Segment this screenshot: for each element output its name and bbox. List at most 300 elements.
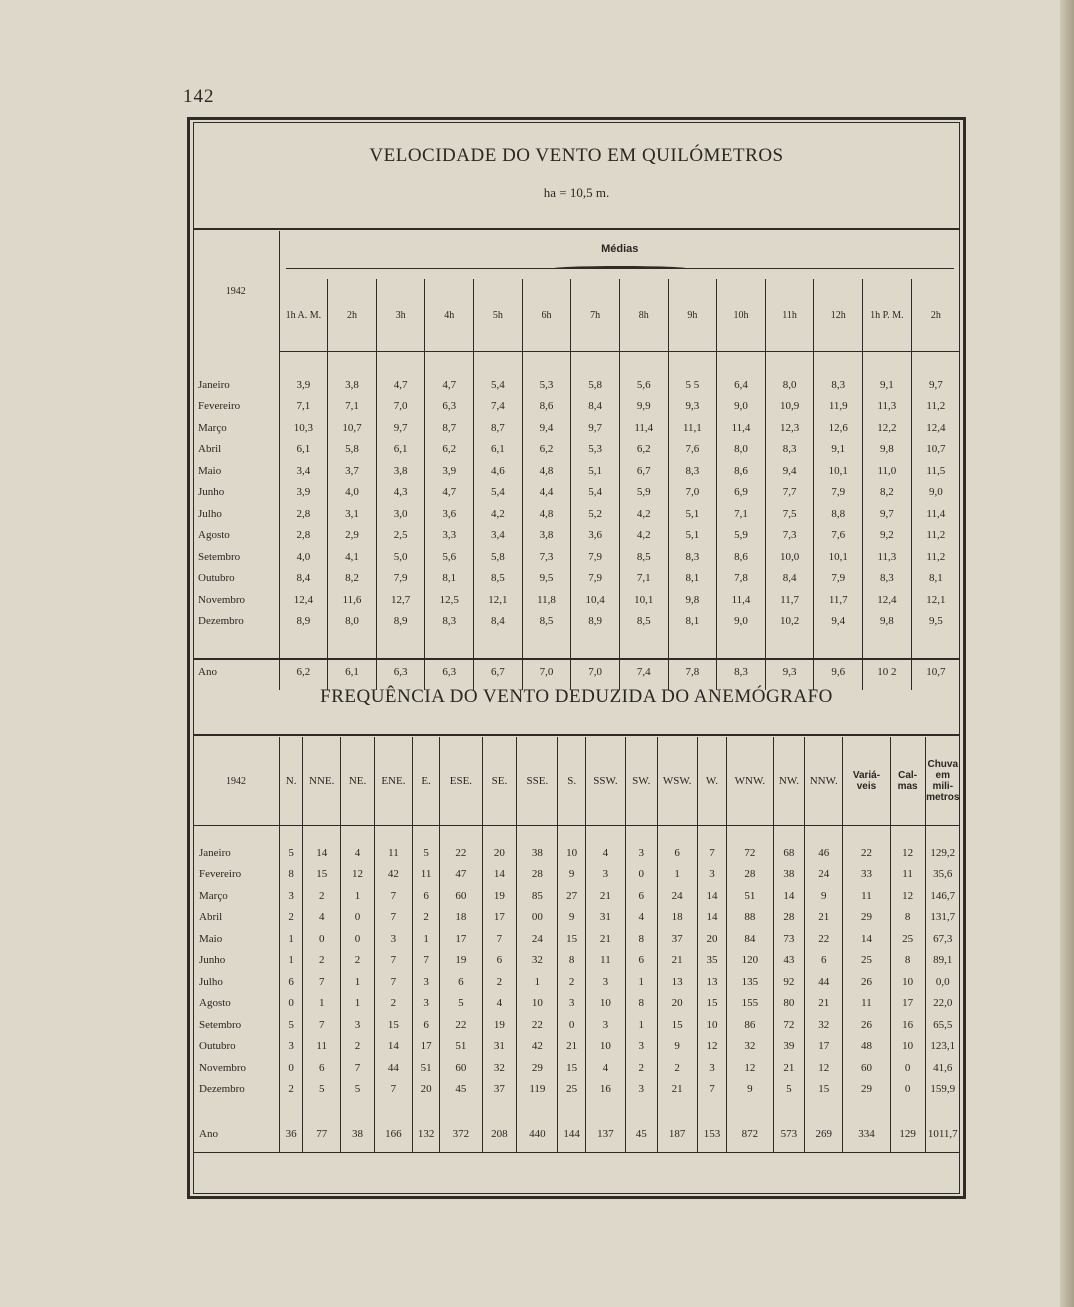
frequency-value: 1 <box>657 864 697 886</box>
frequency-value: 2 <box>280 1079 303 1101</box>
frequency-value: 36 <box>280 1116 303 1153</box>
table-spacer <box>193 1100 960 1116</box>
month-label: Agosto <box>193 525 279 547</box>
speed-value: 8,0 <box>717 439 766 461</box>
spacer-cell <box>412 1100 439 1116</box>
speed-value: 11,7 <box>814 589 863 611</box>
direction-header-se: SE. <box>482 737 517 826</box>
direction-header-cal-mas: Cal-mas <box>890 737 925 826</box>
month-label: Abril <box>193 907 280 929</box>
frequency-value: 129,2 <box>925 842 960 864</box>
spacer-cell <box>193 1100 280 1116</box>
frequency-value: 2 <box>657 1057 697 1079</box>
frequency-value: 22 <box>517 1014 558 1036</box>
frequency-value: 14 <box>374 1036 412 1058</box>
month-label: Março <box>193 417 279 439</box>
frequency-value: 43 <box>773 950 805 972</box>
speed-value: 8,1 <box>668 568 717 590</box>
wind-speed-year-header: 1942 <box>193 231 279 352</box>
frequency-value: 31 <box>585 907 625 929</box>
speed-value: 4,8 <box>522 503 571 525</box>
table-row <box>193 460 960 482</box>
speed-value: 5,3 <box>522 374 571 396</box>
wind-speed-table <box>193 231 960 690</box>
table-row <box>193 374 960 396</box>
frequency-value: 11 <box>585 950 625 972</box>
frequency-value: 9 <box>558 907 585 929</box>
spacer-cell <box>668 632 717 654</box>
frequency-value: 132 <box>412 1116 439 1153</box>
frequency-value: 15 <box>657 1014 697 1036</box>
frequency-value: 25 <box>558 1079 585 1101</box>
frequency-value: 10 <box>697 1014 727 1036</box>
frequency-value: 7 <box>341 1057 375 1079</box>
frequency-value: 32 <box>727 1036 773 1058</box>
frequency-value: 2 <box>558 971 585 993</box>
frequency-value: 9 <box>805 885 843 907</box>
speed-value: 3,7 <box>328 460 377 482</box>
speed-value: 12,7 <box>376 589 425 611</box>
frequency-value: 440 <box>517 1116 558 1153</box>
speed-value: 6,2 <box>425 439 474 461</box>
speed-value: 7,3 <box>522 546 571 568</box>
frequency-value: 187 <box>657 1116 697 1153</box>
table-row <box>193 611 960 633</box>
direction-header-nnw: NNW. <box>805 737 843 826</box>
frequency-value: 92 <box>773 971 805 993</box>
frequency-value: 60 <box>440 885 482 907</box>
frequency-value: 72 <box>773 1014 805 1036</box>
frequency-value: 8 <box>625 928 657 950</box>
speed-value: 8,3 <box>425 611 474 633</box>
speed-value: 12,6 <box>814 417 863 439</box>
frequency-value: 12 <box>727 1057 773 1079</box>
frequency-value: 46 <box>805 842 843 864</box>
frequency-value: 0 <box>280 1057 303 1079</box>
speed-value: 9,7 <box>863 503 912 525</box>
speed-value: 3,0 <box>376 503 425 525</box>
frequency-value: 3 <box>280 1036 303 1058</box>
frequency-value: 19 <box>440 950 482 972</box>
speed-value: 3,1 <box>328 503 377 525</box>
spacer-cell <box>279 352 328 375</box>
speed-value: 6,1 <box>474 439 523 461</box>
speed-value: 5,9 <box>619 482 668 504</box>
frequency-value: 32 <box>805 1014 843 1036</box>
frequency-value: 28 <box>727 864 773 886</box>
speed-value: 9,0 <box>717 611 766 633</box>
frequency-value: 7 <box>303 1014 341 1036</box>
frequency-value: 67,3 <box>925 928 960 950</box>
frequency-value: 11 <box>412 864 439 886</box>
speed-value: 5,1 <box>668 525 717 547</box>
frequency-value: 6 <box>482 950 517 972</box>
spacer-cell <box>376 352 425 375</box>
frequency-value: 872 <box>727 1116 773 1153</box>
spacer-cell <box>717 632 766 654</box>
frequency-value: 1 <box>280 950 303 972</box>
direction-header-nw: NW. <box>773 737 805 826</box>
frequency-value: 11 <box>303 1036 341 1058</box>
frequency-value: 15 <box>303 864 341 886</box>
speed-value: 4,6 <box>474 460 523 482</box>
speed-value: 9,5 <box>911 611 960 633</box>
speed-value: 11,4 <box>911 503 960 525</box>
frequency-value: 131,7 <box>925 907 960 929</box>
frequency-value: 32 <box>517 950 558 972</box>
speed-value: 10,4 <box>571 589 620 611</box>
month-label: Novembro <box>193 1057 280 1079</box>
frequency-value: 11 <box>374 842 412 864</box>
month-label: Outubro <box>193 568 279 590</box>
frequency-value: 0 <box>341 928 375 950</box>
speed-value: 3,8 <box>522 525 571 547</box>
speed-value: 6,2 <box>619 439 668 461</box>
speed-value: 6,3 <box>376 654 425 690</box>
frequency-value: 68 <box>773 842 805 864</box>
direction-header-ne: NE. <box>341 737 375 826</box>
spacer-cell <box>843 826 890 843</box>
speed-value: 3,9 <box>425 460 474 482</box>
frequency-value: 20 <box>697 928 727 950</box>
frequency-value: 77 <box>303 1116 341 1153</box>
spacer-cell <box>765 632 814 654</box>
direction-header-ene: ENE. <box>374 737 412 826</box>
frequency-value: 16 <box>585 1079 625 1101</box>
frequency-value: 24 <box>517 928 558 950</box>
speed-value: 5,6 <box>425 546 474 568</box>
speed-value: 8,6 <box>717 460 766 482</box>
frequency-value: 3 <box>585 864 625 886</box>
hour-header: 2h <box>328 279 377 352</box>
speed-value: 7,0 <box>571 654 620 690</box>
table-row <box>193 417 960 439</box>
speed-value: 5,8 <box>571 374 620 396</box>
month-label: Ano <box>193 654 279 690</box>
month-label: Ano <box>193 1116 280 1153</box>
frequency-value: 89,1 <box>925 950 960 972</box>
speed-value: 7,4 <box>619 654 668 690</box>
spacer-cell <box>522 352 571 375</box>
spacer-cell <box>619 352 668 375</box>
speed-value: 10,2 <box>765 611 814 633</box>
speed-value: 5,0 <box>376 546 425 568</box>
speed-value: 6,2 <box>279 654 328 690</box>
speed-value: 6,2 <box>522 439 571 461</box>
table-row <box>193 928 960 950</box>
frequency-value: 2 <box>482 971 517 993</box>
frequency-value: 135 <box>727 971 773 993</box>
spacer-cell <box>376 632 425 654</box>
table-spacer <box>193 826 960 843</box>
month-label: Maio <box>193 460 279 482</box>
frequency-value: 29 <box>843 1079 890 1101</box>
speed-value: 6,7 <box>474 654 523 690</box>
frequency-value: 5 <box>341 1079 375 1101</box>
frequency-value: 3 <box>625 842 657 864</box>
speed-value: 8,0 <box>765 374 814 396</box>
spacer-cell <box>911 352 960 375</box>
speed-value: 8,7 <box>474 417 523 439</box>
frequency-value: 14 <box>773 885 805 907</box>
speed-value: 6,3 <box>425 396 474 418</box>
medias-header <box>279 231 960 279</box>
spacer-cell <box>773 1100 805 1116</box>
spacer-cell <box>890 826 925 843</box>
frequency-value: 9 <box>657 1036 697 1058</box>
speed-value: 7,9 <box>814 482 863 504</box>
spacer-cell <box>585 826 625 843</box>
frequency-value: 11 <box>843 885 890 907</box>
speed-value: 3,9 <box>279 374 328 396</box>
month-label: Janeiro <box>193 374 279 396</box>
frequency-value: 6 <box>657 842 697 864</box>
frequency-value: 17 <box>890 993 925 1015</box>
speed-value: 8,9 <box>376 611 425 633</box>
frequency-value: 120 <box>727 950 773 972</box>
speed-value: 5,3 <box>571 439 620 461</box>
speed-value: 8,4 <box>279 568 328 590</box>
spacer-cell <box>440 1100 482 1116</box>
speed-value: 12,1 <box>911 589 960 611</box>
hour-header: 1h P. M. <box>863 279 912 352</box>
frequency-value: 45 <box>440 1079 482 1101</box>
frequency-value: 29 <box>517 1057 558 1079</box>
speed-value: 10,7 <box>911 654 960 690</box>
speed-value: 11,8 <box>522 589 571 611</box>
speed-value: 8,4 <box>571 396 620 418</box>
speed-value: 6,1 <box>279 439 328 461</box>
frequency-value: 60 <box>843 1057 890 1079</box>
frequency-value: 2 <box>412 907 439 929</box>
frequency-value: 137 <box>585 1116 625 1153</box>
spacer-cell <box>412 826 439 843</box>
frequency-value: 1 <box>625 971 657 993</box>
speed-value: 8,8 <box>814 503 863 525</box>
speed-value: 7,8 <box>668 654 717 690</box>
speed-value: 9,1 <box>863 374 912 396</box>
frequency-value: 8 <box>280 864 303 886</box>
speed-value: 8,1 <box>911 568 960 590</box>
frequency-value: 10 <box>558 842 585 864</box>
spacer-cell <box>193 352 279 375</box>
speed-value: 2,8 <box>279 503 328 525</box>
direction-header-nne: NNE. <box>303 737 341 826</box>
frequency-value: 9 <box>727 1079 773 1101</box>
frequency-value: 88 <box>727 907 773 929</box>
hour-header: 10h <box>717 279 766 352</box>
spacer-cell <box>341 1100 375 1116</box>
frequency-value: 32 <box>482 1057 517 1079</box>
frequency-value: 1011,7 <box>925 1116 960 1153</box>
frequency-value: 84 <box>727 928 773 950</box>
speed-value: 12,4 <box>279 589 328 611</box>
speed-value: 9,4 <box>814 611 863 633</box>
frequency-value: 2 <box>625 1057 657 1079</box>
spacer-cell <box>657 826 697 843</box>
frequency-value: 1 <box>280 928 303 950</box>
spacer-cell <box>482 1100 517 1116</box>
frequency-value: 15 <box>697 993 727 1015</box>
table-row <box>193 907 960 929</box>
frequency-value: 22,0 <box>925 993 960 1015</box>
frequency-value: 7 <box>374 907 412 929</box>
spacer-cell <box>193 632 279 654</box>
frequency-value: 159,9 <box>925 1079 960 1101</box>
frequency-value: 24 <box>805 864 843 886</box>
speed-value: 11,3 <box>863 546 912 568</box>
speed-value: 7,0 <box>522 654 571 690</box>
frequency-value: 18 <box>440 907 482 929</box>
frequency-value: 166 <box>374 1116 412 1153</box>
section1-divider <box>193 228 960 230</box>
frequency-value: 2 <box>374 993 412 1015</box>
speed-value: 7,9 <box>571 568 620 590</box>
table-row <box>193 503 960 525</box>
blank-footer-cell <box>193 1153 960 1216</box>
frequency-value: 17 <box>440 928 482 950</box>
speed-value: 4,2 <box>619 503 668 525</box>
frequency-value: 6 <box>280 971 303 993</box>
speed-value: 9,3 <box>668 396 717 418</box>
frequency-value: 1 <box>412 928 439 950</box>
frequency-value: 5 <box>773 1079 805 1101</box>
spacer-cell <box>279 632 328 654</box>
frequency-value: 7 <box>374 971 412 993</box>
hour-header: 12h <box>814 279 863 352</box>
spacer-cell <box>474 352 523 375</box>
frequency-value: 5 <box>412 842 439 864</box>
frequency-value: 269 <box>805 1116 843 1153</box>
speed-value: 10,0 <box>765 546 814 568</box>
speed-value: 8,3 <box>765 439 814 461</box>
month-label: Dezembro <box>193 1079 280 1101</box>
month-label: Setembro <box>193 546 279 568</box>
frequency-value: 21 <box>585 928 625 950</box>
frequency-value: 25 <box>890 928 925 950</box>
frequency-value: 3 <box>558 993 585 1015</box>
speed-value: 5,8 <box>328 439 377 461</box>
frequency-value: 10 <box>517 993 558 1015</box>
frequency-value: 35,6 <box>925 864 960 886</box>
table-spacer <box>193 352 960 375</box>
section1-title: VELOCIDADE DO VENTO EM QUILÓMETROS <box>369 145 784 166</box>
hour-header: 1h A. M. <box>279 279 328 352</box>
frequency-value: 21 <box>657 1079 697 1101</box>
frequency-value: 14 <box>697 885 727 907</box>
speed-value: 4,1 <box>328 546 377 568</box>
speed-value: 9,2 <box>863 525 912 547</box>
frequency-value: 15 <box>558 1057 585 1079</box>
spacer-cell <box>657 1100 697 1116</box>
speed-value: 4,7 <box>425 482 474 504</box>
speed-value: 8,5 <box>619 546 668 568</box>
frequency-value: 26 <box>843 1014 890 1036</box>
frequency-value: 20 <box>482 842 517 864</box>
speed-value: 9,6 <box>814 654 863 690</box>
table-row <box>193 482 960 504</box>
speed-value: 8,4 <box>474 611 523 633</box>
speed-value: 8,2 <box>328 568 377 590</box>
direction-header-sse: SSE. <box>517 737 558 826</box>
blank-footer-row <box>193 1153 960 1216</box>
speed-value: 10,7 <box>911 439 960 461</box>
speed-value: 8,4 <box>765 568 814 590</box>
speed-value: 6,3 <box>425 654 474 690</box>
spacer-cell <box>425 632 474 654</box>
frequency-value: 38 <box>341 1116 375 1153</box>
frequency-value: 3 <box>625 1079 657 1101</box>
spacer-cell <box>440 826 482 843</box>
frequency-value: 10 <box>890 971 925 993</box>
table-row <box>193 396 960 418</box>
speed-value: 6,9 <box>717 482 766 504</box>
speed-value: 11,3 <box>863 396 912 418</box>
speed-value: 10,9 <box>765 396 814 418</box>
speed-value: 7,6 <box>668 439 717 461</box>
frequency-value: 29 <box>843 907 890 929</box>
month-label: Novembro <box>193 589 279 611</box>
spacer-cell <box>341 826 375 843</box>
frequency-value: 6 <box>440 971 482 993</box>
spacer-cell <box>517 1100 558 1116</box>
speed-value: 8,2 <box>863 482 912 504</box>
direction-header-ssw: SSW. <box>585 737 625 826</box>
speed-value: 5,1 <box>668 503 717 525</box>
spacer-cell <box>571 352 620 375</box>
frequency-value: 144 <box>558 1116 585 1153</box>
frequency-value: 21 <box>773 1057 805 1079</box>
speed-value: 4,7 <box>425 374 474 396</box>
month-label: Fevereiro <box>193 864 280 886</box>
frequency-value: 24 <box>657 885 697 907</box>
table-row <box>193 993 960 1015</box>
frequency-value: 17 <box>412 1036 439 1058</box>
frequency-value: 22 <box>805 928 843 950</box>
frequency-value: 16 <box>890 1014 925 1036</box>
frequency-value: 7 <box>412 950 439 972</box>
speed-value: 7,9 <box>814 568 863 590</box>
table-row <box>193 842 960 864</box>
frequency-value: 146,7 <box>925 885 960 907</box>
spacer-cell <box>727 826 773 843</box>
frequency-value: 1 <box>341 885 375 907</box>
frequency-value: 3 <box>280 885 303 907</box>
wind-frequency-table <box>193 737 960 1215</box>
speed-value: 3,4 <box>279 460 328 482</box>
speed-value: 11,4 <box>717 589 766 611</box>
frequency-value: 2 <box>341 950 375 972</box>
hour-header: 11h <box>765 279 814 352</box>
speed-value: 4,3 <box>376 482 425 504</box>
frequency-value: 8 <box>625 993 657 1015</box>
frequency-value: 65,5 <box>925 1014 960 1036</box>
frequency-value: 31 <box>482 1036 517 1058</box>
hour-header: 3h <box>376 279 425 352</box>
frequency-value: 0 <box>303 928 341 950</box>
speed-value: 12,2 <box>863 417 912 439</box>
spacer-cell <box>522 632 571 654</box>
frequency-value: 42 <box>374 864 412 886</box>
speed-value: 2,8 <box>279 525 328 547</box>
speed-value: 4,2 <box>619 525 668 547</box>
spacer-cell <box>474 632 523 654</box>
month-label: Outubro <box>193 1036 280 1058</box>
frequency-value: 6 <box>412 1014 439 1036</box>
frequency-value: 13 <box>657 971 697 993</box>
speed-value: 11,2 <box>911 525 960 547</box>
speed-value: 7,1 <box>717 503 766 525</box>
